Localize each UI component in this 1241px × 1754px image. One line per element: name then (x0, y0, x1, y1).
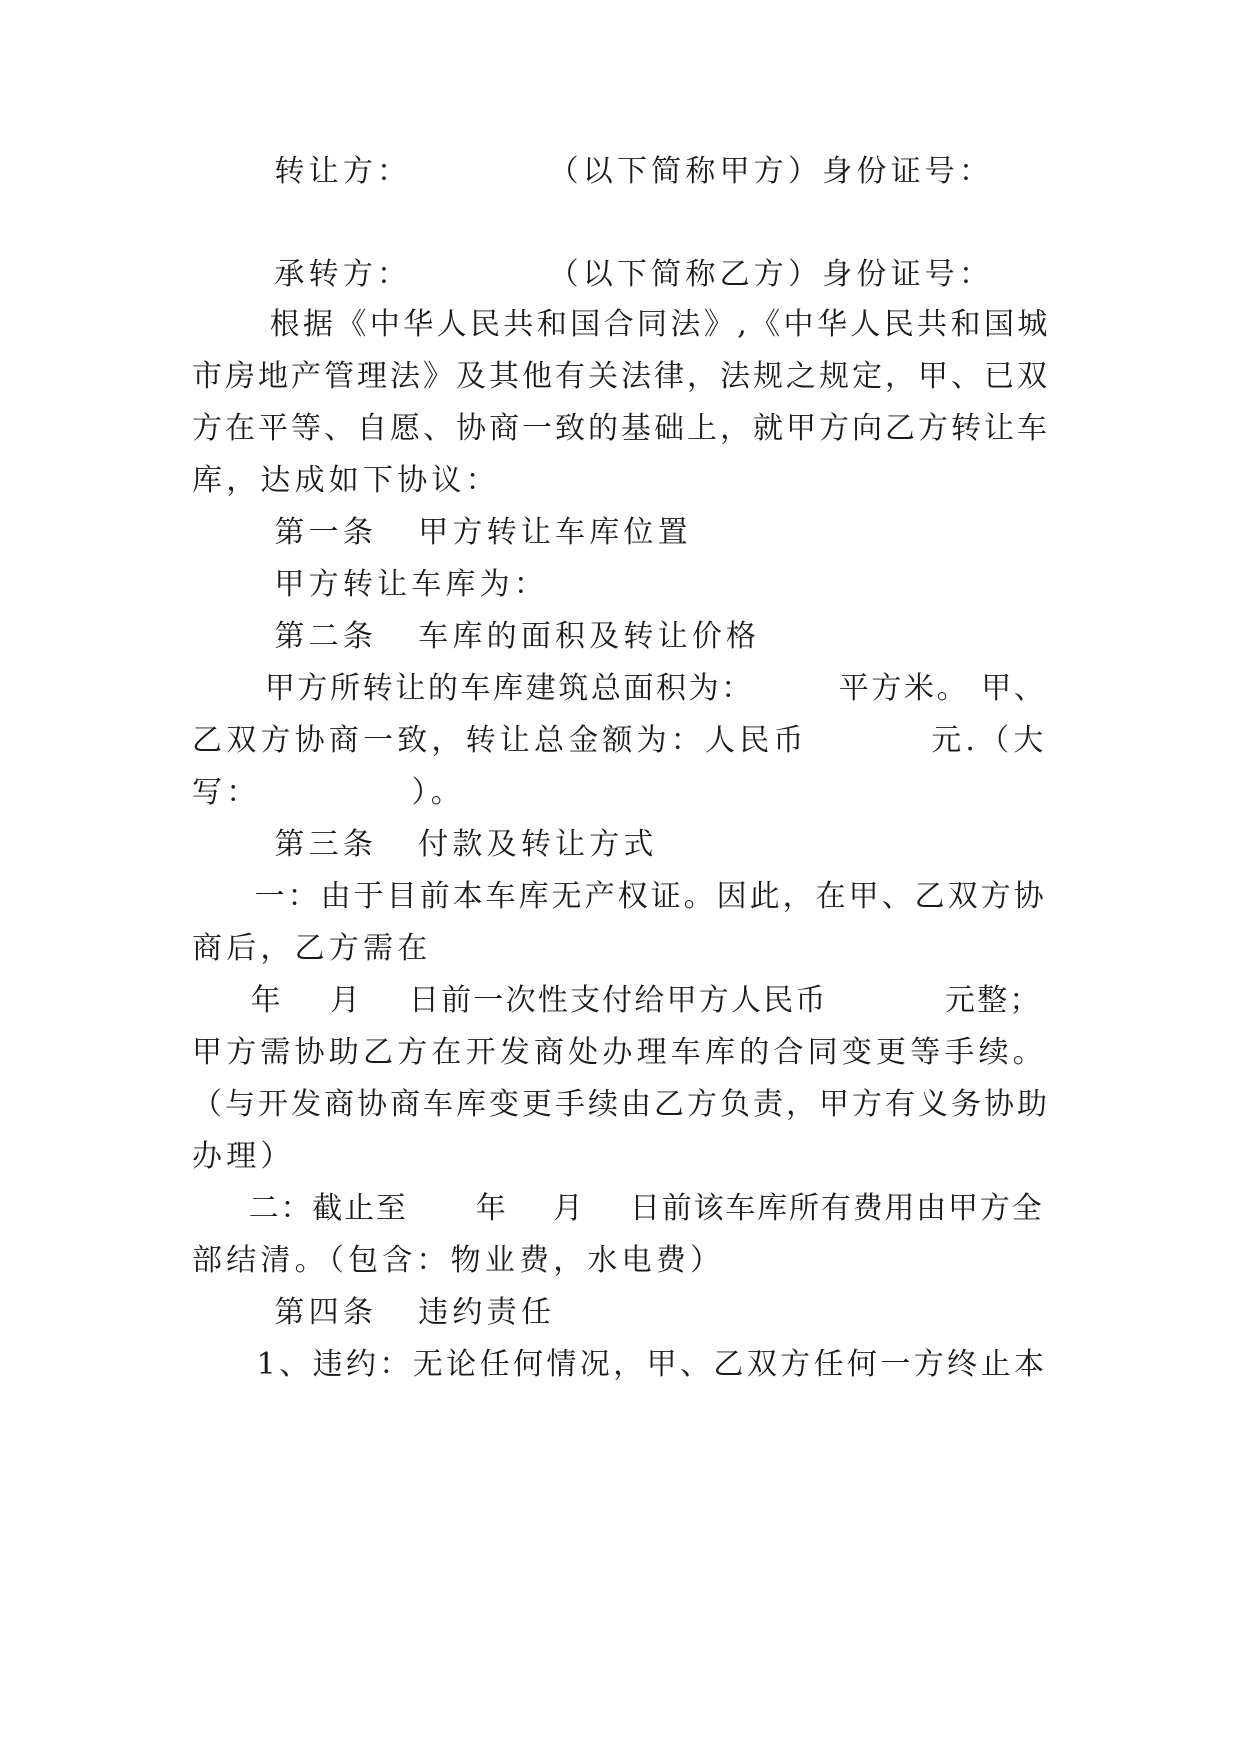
article-4-item-1-line-1: 1、违约：无论任何情况，甲、乙双方任何一方终止本 (192, 1347, 1048, 1382)
article-3-heading: 第三条 付款及转让方式 (192, 827, 658, 862)
article-3-item-1-line-3: 年 月 日前一次性支付给甲方人民币 元整； (192, 983, 1042, 1018)
transferee-line: 承转方： （以下简称乙方）身份证号： (192, 257, 994, 292)
article-1-heading: 第一条 甲方转让车库位置 (192, 515, 692, 550)
article-2-line-3: 写： ）。 (192, 775, 465, 810)
article-3-item-1-line-2: 商后，乙方需在 (192, 931, 432, 966)
article-3-item-1-line-5: （与开发商协商车库变更手续由乙方负责，甲方有义务协助 (192, 1087, 1050, 1122)
article-3-item-1-line-1: 一：由于目前本车库无产权证。因此，在甲、乙双方协 (192, 879, 1047, 914)
transferor-line: 转让方： （以下简称甲方）身份证号： (192, 154, 994, 189)
article-2-line-2: 乙双方协商一致，转让总金额为：人民币 元.（大 (192, 723, 1048, 758)
article-2-line-1: 甲方所转让的车库建筑总面积为： 平方米。 甲、 (192, 671, 1047, 706)
preamble-line-3: 方在平等、自愿、协商一致的基础上，就甲方向乙方转让车 (192, 411, 1050, 446)
article-2-heading: 第二条 车库的面积及转让价格 (192, 619, 761, 654)
article-3-item-1-line-4: 甲方需协助乙方在开发商处办理车库的合同变更等手续。 (192, 1035, 1047, 1070)
article-3-item-2-line-1: 二：截止至 年 月 日前该车库所有费用由甲方全 (192, 1191, 1044, 1226)
preamble-line-4: 库，达成如下协议： (192, 463, 500, 498)
article-3-item-1-line-6: 办理） (192, 1139, 295, 1174)
article-1-text: 甲方转让车库为： (192, 567, 549, 602)
article-4-heading: 第四条 违约责任 (192, 1295, 556, 1330)
preamble-line-2: 市房地产管理法》及其他有关法律，法规之规定，甲、已双 (192, 359, 1050, 394)
article-3-item-2-line-2: 部结清。（包含：物业费，水电费） (192, 1243, 725, 1278)
preamble-line-1: 根据《中华人民共和国合同法》,《中华人民共和国城 (192, 307, 1051, 342)
